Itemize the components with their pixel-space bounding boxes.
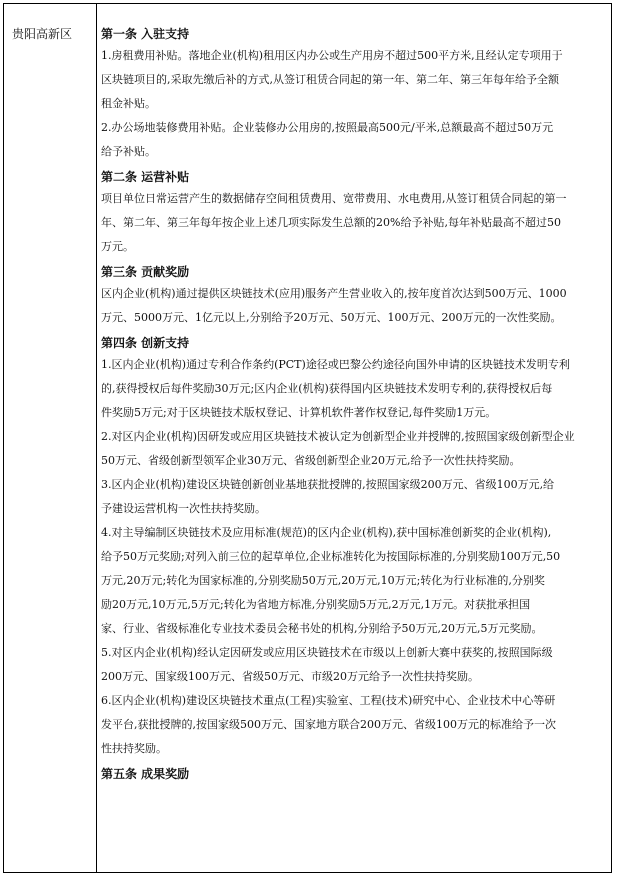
- article-text-line: 给予补贴。: [101, 145, 156, 158]
- article-text-line: 区内企业(机构)通过提供区块链技术(应用)服务产生营业收入的,按年度首次达到500万元、1000: [101, 287, 567, 300]
- article-text-line: 区块链项目的,采取先缴后补的方式,从签订租赁合同起的第一年、第二年、第三年每年给予全额: [101, 73, 559, 86]
- article-text-line: 励20万元,10万元,5万元;转化为省地方标准,分别奖励5万元,2万元,1万元。对获批承担国: [101, 598, 531, 611]
- article-text-line: 性扶持奖励。: [101, 742, 167, 755]
- article-heading: 第五条 成果奖励: [101, 767, 190, 781]
- article-heading: 第四条 创新支持: [101, 336, 190, 350]
- article-text-line: 6.区内企业(机构)建设区块链技术重点(工程)实验室、工程(技术)研究中心、企业技术中心等研: [101, 694, 556, 707]
- article-text-line: 发平台,获批授牌的,按国家级500万元、国家地方联合200万元、省级100万元的标准给予一次: [101, 718, 556, 731]
- region-cell: 贵阳高新区: [12, 27, 73, 41]
- article-text-line: 万元,20万元;转化为国家标准的,分别奖励50万元,20万元,10万元;转化为行业标准的,分别奖: [101, 574, 545, 587]
- article-text-line: 5.对区内企业(机构)经认定因研发或应用区块链技术在市级以上创新大赛中获奖的,按照国际级: [101, 646, 553, 659]
- article-text-line: 予建设运营机构一次性扶持奖励。: [101, 502, 266, 515]
- article-text-line: 50万元、省级创新型领军企业30万元、省级创新型企业20万元,给予一次性扶持奖励。: [101, 454, 521, 467]
- article-text-line: 给予50万元奖励;对列入前三位的起草单位,企业标准转化为按国际标准的,分别奖励100万元,50: [101, 550, 561, 563]
- article-text-line: 1.区内企业(机构)通过专利合作条约(PCT)途径或巴黎公约途径向国外申请的区块链技术发明专利: [101, 358, 570, 371]
- article-heading: 第一条 入驻支持: [101, 27, 190, 41]
- article-text-line: 万元、5000万元、1亿元以上,分别给予20万元、50万元、100万元、200万元的一次性奖励。: [101, 311, 562, 324]
- article-text-line: 1.房租费用补贴。落地企业(机构)租用区内办公或生产用房不超过500平方米,且经认定专项用于: [101, 49, 563, 62]
- article-text-line: 租金补贴。: [101, 97, 156, 110]
- article-text-line: 200万元、国家级100万元、省级50万元、市级20万元给予一次性扶持奖励。: [101, 670, 479, 683]
- article-text-line: 3.区内企业(机构)建设区块链创新创业基地获批授牌的,按照国家级200万元、省级100万元,给: [101, 478, 555, 491]
- article-text-line: 2.办公场地装修费用补贴。企业装修办公用房的,按照最高500元/平米,总额最高不超过50万元: [101, 121, 554, 134]
- article-text-line: 4.对主导编制区块链技术及应用标准(规范)的区内企业(机构),获中国标准创新奖的企业(机构),: [101, 526, 552, 539]
- article-text-line: 项目单位日常运营产生的数据储存空间租赁费用、宽带费用、水电费用,从签订租赁合同起的第一: [101, 192, 567, 205]
- article-text-line: 家、行业、省级标准化专业技术委员会秘书处的机构,分别给予50万元,20万元,5万元奖励。: [101, 622, 543, 635]
- article-text-line: 万元。: [101, 240, 134, 253]
- article-heading: 第二条 运营补贴: [101, 170, 190, 184]
- article-text-line: 件奖励5万元;对于区块链技术版权登记、计算机软件著作权登记,每件奖励1万元。: [101, 406, 497, 419]
- article-text-line: 2.对区内企业(机构)因研发或应用区块链技术被认定为创新型企业并授牌的,按照国家级创新型企业: [101, 430, 575, 443]
- article-text-line: 年、第二年、第三年每年按企业上述几项实际发生总额的20%给予补贴,每年补贴最高不超过50: [101, 216, 561, 229]
- article-text-line: 的,获得授权后每件奖励30万元;区内企业(机构)获得国内区块链技术发明专利的,获得授权后每: [101, 382, 553, 395]
- article-heading: 第三条 贡献奖励: [101, 265, 190, 279]
- column-divider: [96, 4, 97, 872]
- policy-content: [101, 24, 609, 784]
- policy-table: [3, 3, 612, 873]
